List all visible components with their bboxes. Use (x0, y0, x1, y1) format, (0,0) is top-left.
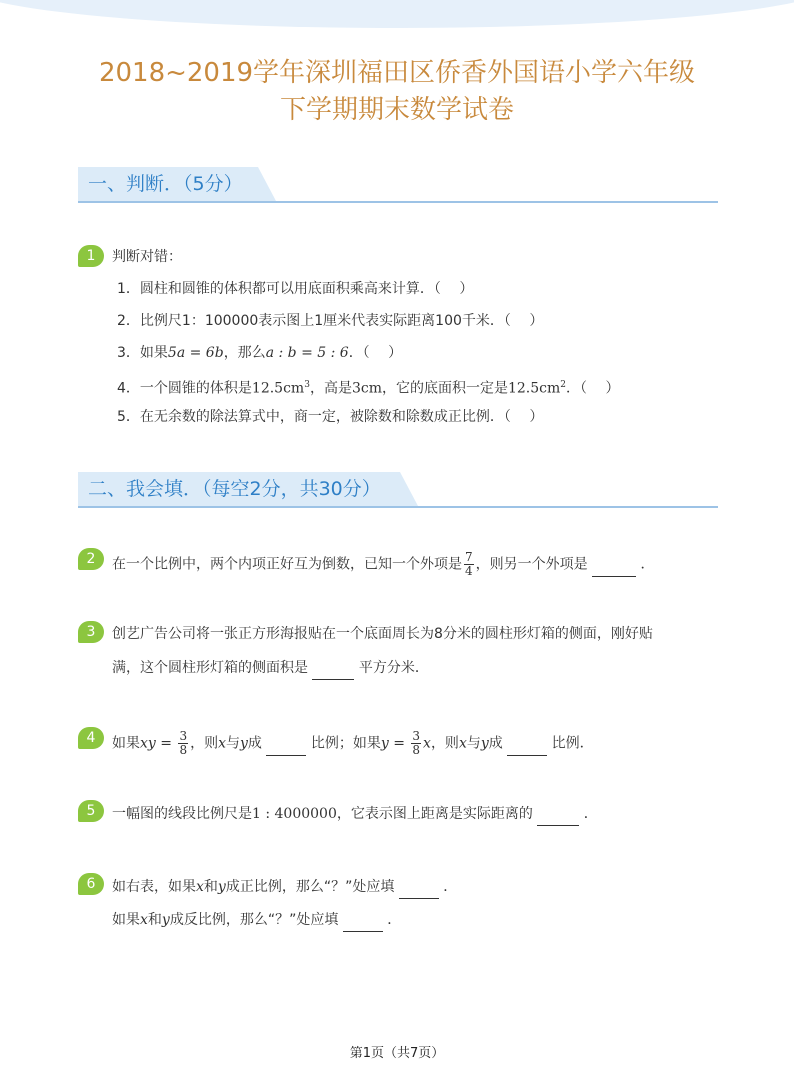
answer-blank[interactable] (312, 657, 354, 680)
question-number-1: 1 (78, 245, 104, 267)
text: 一幅图的线段比例尺是 (112, 806, 252, 822)
height: 3cm (351, 380, 382, 397)
fraction (464, 551, 474, 578)
q1-item-2: 2．比例尺1：100000表示图上1厘米代表实际距离100千米．（ ） (117, 313, 544, 329)
text: 满，这个圆柱形灯箱的侧面积是 (112, 660, 308, 676)
var-x: x (196, 879, 204, 895)
text: ，则 (190, 735, 219, 752)
var-x: x (218, 735, 226, 752)
var-x: x (140, 912, 148, 928)
text: ． (443, 879, 458, 895)
text: 与 (226, 735, 240, 752)
text: 和 (147, 912, 162, 928)
answer-blank[interactable] (266, 733, 306, 756)
exponent-2: 2 (560, 380, 567, 390)
section-rule (78, 201, 718, 203)
answer-blank[interactable] (507, 733, 547, 756)
q1-item-4 (117, 374, 619, 400)
exponent-3: 3 (304, 380, 310, 390)
var-y: y (161, 912, 170, 928)
expression: xy (140, 735, 156, 752)
fraction (178, 730, 188, 757)
question-number-5: 5 (78, 800, 104, 822)
q1-item-4-prefix: 4．一个圆锥的体积是 (117, 380, 252, 397)
question-number-3: 3 (78, 621, 104, 643)
text: 平方分米． (358, 660, 429, 676)
question-number-2: 2 (78, 548, 104, 570)
fraction-numerator: 3 (179, 729, 188, 743)
section-title: 一、判断．（5分） (88, 173, 243, 195)
var-y: y (217, 879, 226, 895)
text: ． (640, 556, 655, 573)
fraction-numerator: 7 (465, 550, 473, 564)
page-title-line1: 2018~2019学年深圳福田区侨香外国语小学六年级 (98, 58, 696, 88)
var-x: x (458, 735, 467, 752)
text: 在一个比例中，两个内项正好互为倒数，已知一个外项是 (112, 556, 462, 573)
page-title-line2: 下学期期末数学试卷 (279, 95, 514, 125)
q1-intro: 判断对错： (112, 249, 182, 265)
q1-item-1: 1．圆柱和圆锥的体积都可以用底面积乘高来计算．（ ） (117, 281, 474, 297)
q5-text (112, 803, 598, 826)
q1-item-3 (117, 342, 402, 364)
volume: 12.5cm (251, 380, 305, 397)
scale: 1 : 4000000 (252, 806, 337, 822)
text: 与 (466, 735, 481, 752)
text: ，那么 (223, 345, 266, 361)
q1-item-3-prefix: 3．如果 (117, 345, 168, 361)
text: ，则 (430, 735, 459, 752)
text: 如右表，如果 (112, 879, 196, 895)
page-footer: 第1页（共7页） (349, 1046, 445, 1061)
expression: y (380, 735, 389, 752)
q4-text (112, 730, 594, 757)
text: 比例；如果 (310, 735, 381, 752)
answer-blank[interactable] (343, 909, 383, 932)
text: 成反比例，那么“？”处应填 (169, 912, 339, 928)
text: ，则另一个外项是 (475, 556, 588, 573)
equation: 5a = 6b (167, 345, 224, 361)
section-header-1 (78, 167, 718, 203)
text: ，高是 (309, 380, 352, 397)
text: ．（ ） (348, 345, 403, 361)
text: 如果 (112, 912, 140, 928)
area: 12.5cm (507, 380, 561, 397)
ratio: a : b = 5 : 6 (265, 345, 349, 361)
fraction-denominator: 8 (412, 743, 421, 757)
header-decoration (0, 0, 794, 28)
text: ． (583, 806, 598, 822)
q3-line-2 (112, 657, 429, 680)
text: 成 (488, 735, 503, 752)
fraction-denominator: 8 (179, 743, 188, 757)
fraction (411, 730, 421, 757)
q2-text (112, 551, 655, 578)
answer-blank[interactable] (592, 554, 636, 577)
equals: = (155, 735, 177, 752)
equals: = (388, 735, 410, 752)
text: 比例． (551, 735, 594, 752)
q6-line-2 (112, 909, 401, 932)
var-y: y (480, 735, 489, 752)
q6-line-1 (112, 876, 457, 899)
var-x: x (423, 735, 431, 752)
answer-blank[interactable] (399, 876, 439, 899)
text: ，它的底面积一定是 (381, 380, 508, 397)
text: 如果 (112, 735, 140, 752)
q1-item-5: 5．在无余数的除法算式中，商一定，被除数和除数成正比例．（ ） (117, 409, 544, 425)
var-y: y (240, 735, 248, 752)
text: 成正比例，那么“？”处应填 (225, 879, 395, 895)
section-header-2 (78, 472, 718, 508)
text: ．（ ） (566, 380, 620, 397)
q3-line-1: 创艺广告公司将一张正方形海报贴在一个底面周长为8分米的圆柱形灯箱的侧面，刚好贴 (112, 626, 653, 642)
question-number-4: 4 (78, 727, 104, 749)
answer-blank[interactable] (537, 803, 579, 826)
fraction-numerator: 3 (412, 729, 421, 743)
text: ． (387, 912, 402, 928)
text: 成 (247, 735, 262, 752)
text: ，它表示图上距离是实际距离的 (336, 806, 533, 822)
text: 和 (203, 879, 218, 895)
section-title: 二、我会填．（每空2分，共30分） (88, 478, 381, 500)
question-number-6: 6 (78, 873, 104, 895)
fraction-denominator: 4 (465, 564, 473, 578)
section-rule (78, 506, 718, 508)
